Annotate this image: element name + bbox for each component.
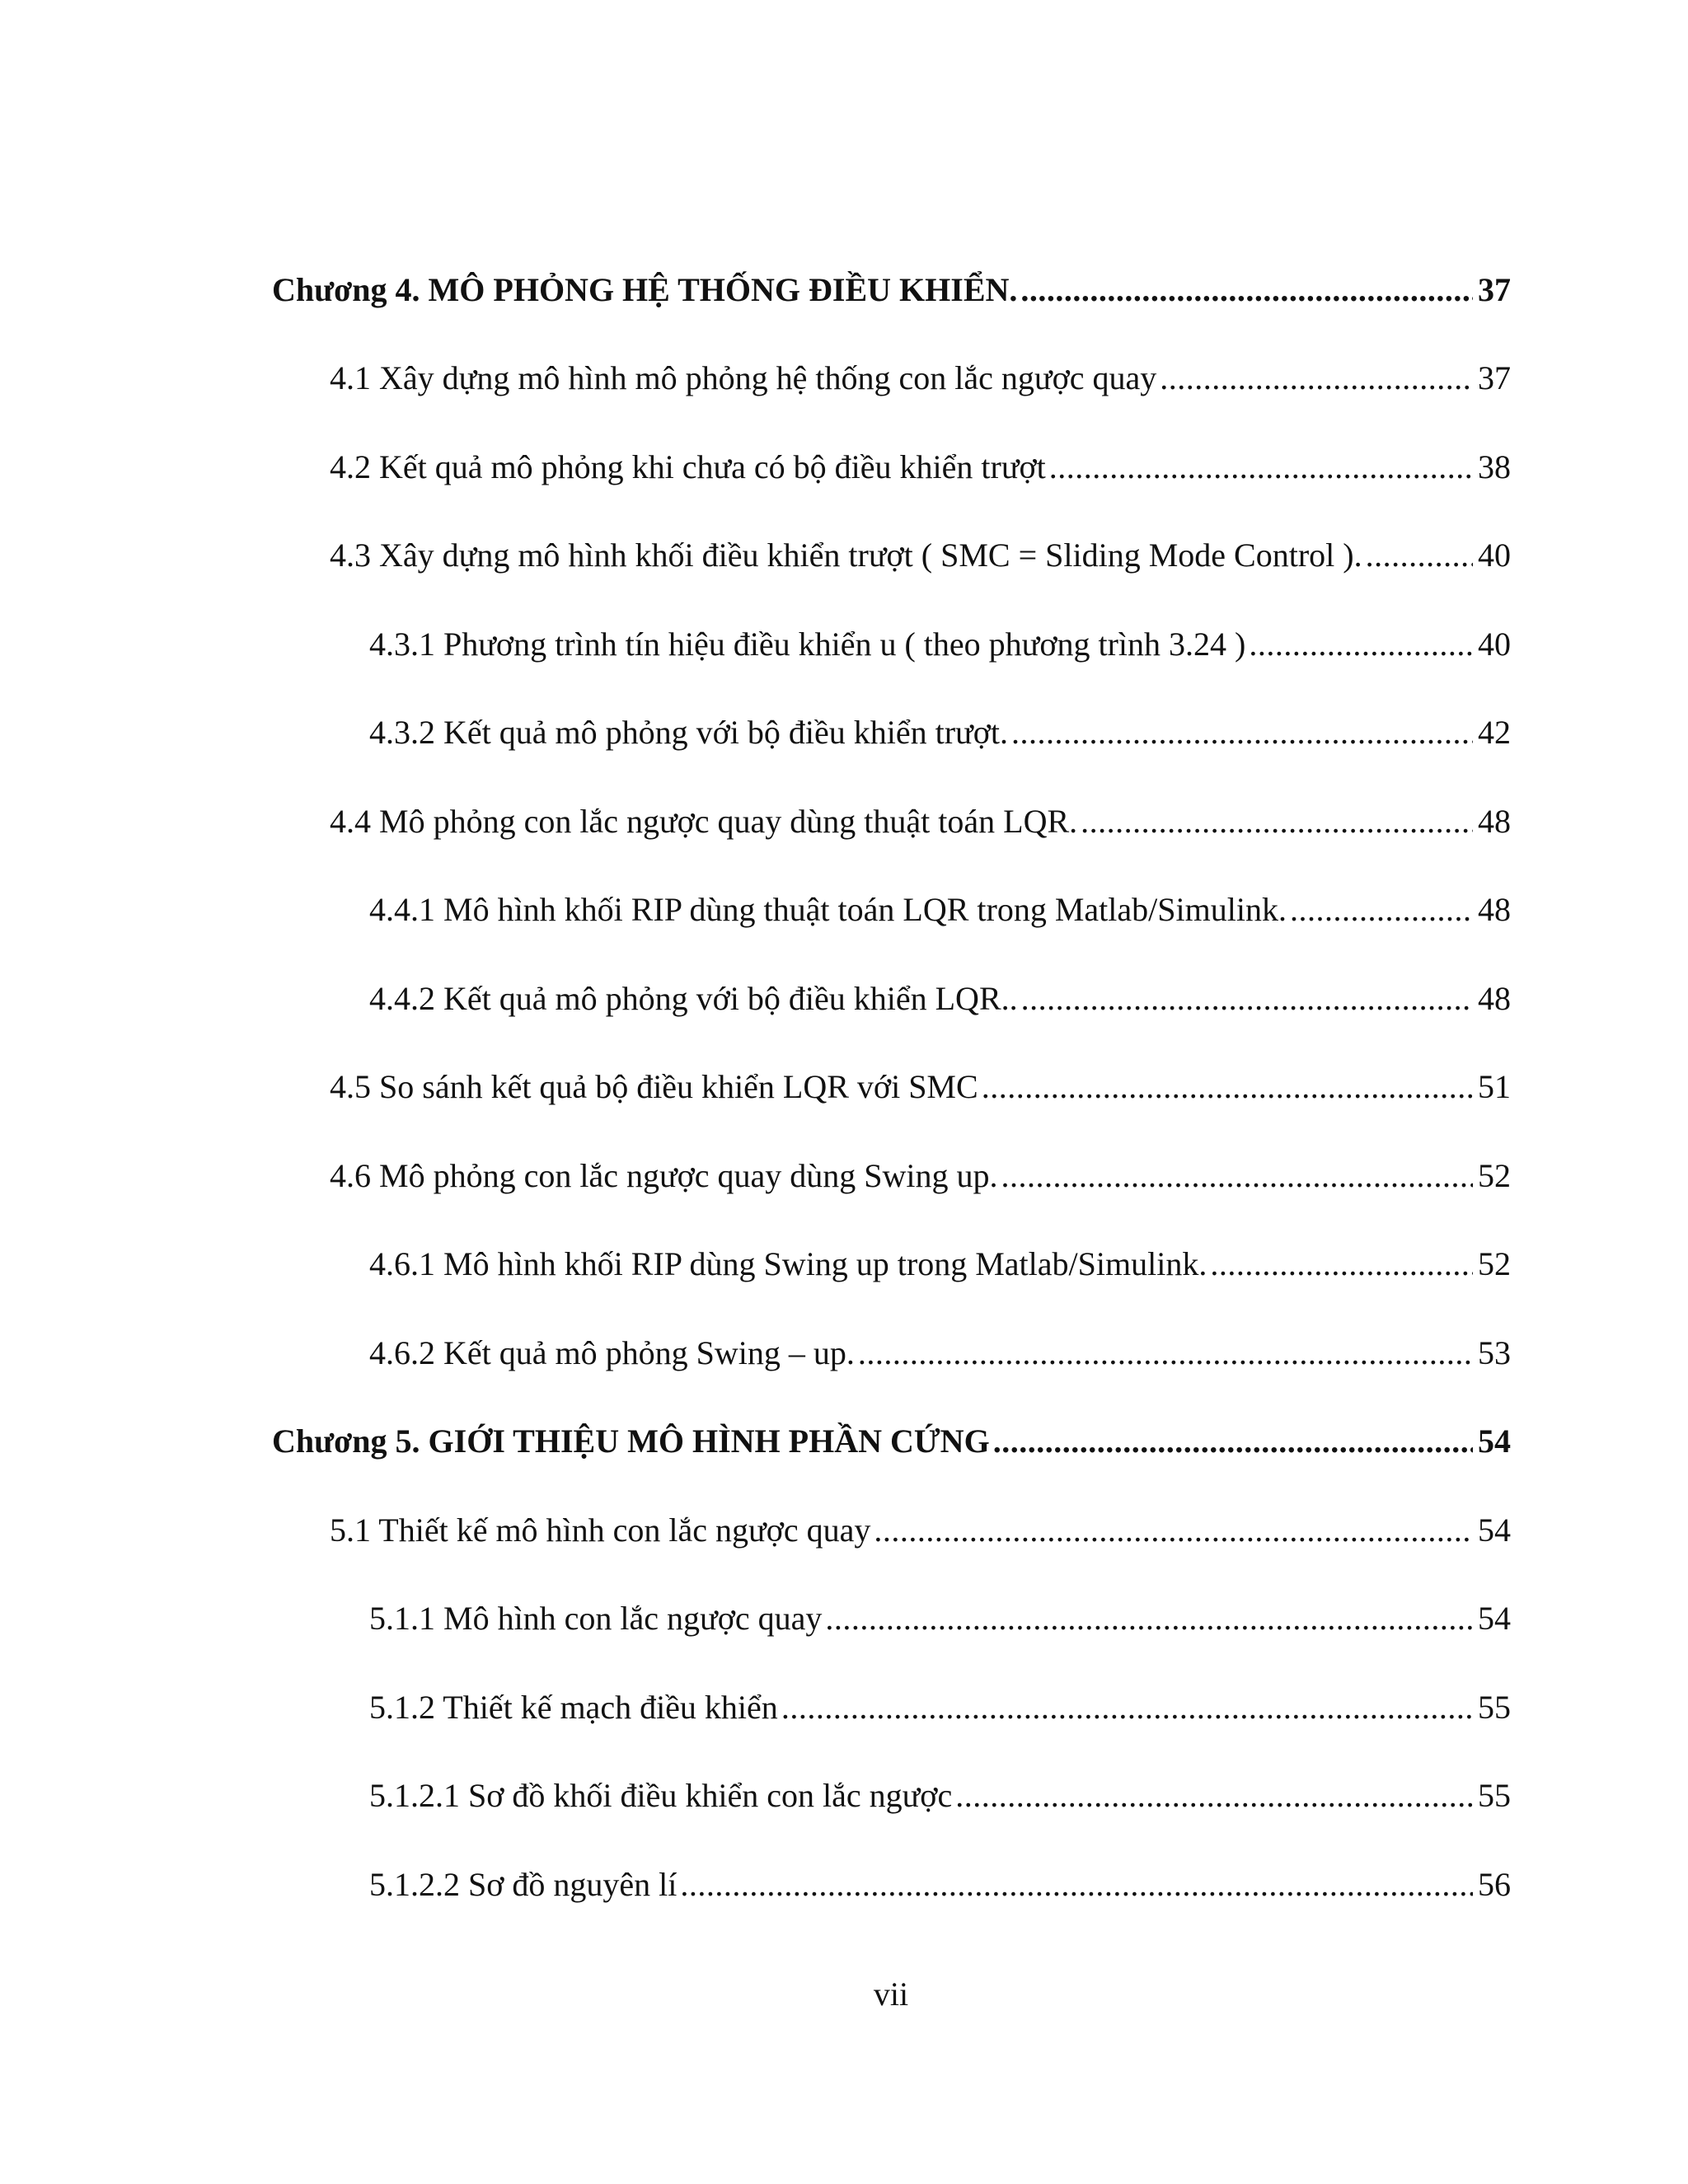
- toc-dot-leader: [858, 1333, 1473, 1373]
- toc-dot-leader: [1081, 802, 1473, 841]
- toc-dot-leader: [1049, 448, 1473, 487]
- toc-entry-page: 52: [1478, 1157, 1511, 1194]
- toc-entry-5-1-2-2[interactable]: [369, 1865, 1511, 1905]
- toc-entry-title: 4.1 Xây dựng mô hình mô phỏng hệ thống con lắc ngược quay: [330, 359, 1157, 396]
- toc-entry-page: 54: [1478, 1511, 1511, 1549]
- toc-entry-4-1[interactable]: [330, 359, 1511, 398]
- toc-entry-page: 52: [1478, 1245, 1511, 1282]
- toc-entry-page: 51: [1478, 1068, 1511, 1105]
- toc-dot-leader: [955, 1776, 1473, 1816]
- toc-entry-5-1[interactable]: [330, 1511, 1511, 1550]
- toc-entry-page: 48: [1478, 803, 1511, 840]
- toc-entry-page: 40: [1478, 537, 1511, 574]
- toc-entry-4-6-2[interactable]: [369, 1333, 1511, 1373]
- toc-entry-4-2[interactable]: [330, 448, 1511, 487]
- toc-dot-leader: [1020, 270, 1473, 310]
- toc-entry-title: 4.6 Mô phỏng con lắc ngược quay dùng Swing up.: [330, 1157, 998, 1194]
- toc-entry-title: 4.3 Xây dựng mô hình khối điều khiển trượt ( SMC = Sliding Mode Control ).: [330, 537, 1362, 574]
- toc-entry-4-4[interactable]: [330, 802, 1511, 841]
- toc-entry-page: 55: [1478, 1689, 1511, 1726]
- toc-entry-4-5[interactable]: [330, 1067, 1511, 1107]
- toc-dot-leader: [1160, 359, 1473, 398]
- toc-dot-leader: [1021, 979, 1473, 1019]
- toc-entry-chapter-5[interactable]: [272, 1422, 1511, 1461]
- toc-entry-title: 4.4 Mô phỏng con lắc ngược quay dùng thuật toán LQR.: [330, 803, 1078, 840]
- toc-dot-leader: [1001, 1156, 1473, 1196]
- toc-entry-5-1-2[interactable]: [369, 1688, 1511, 1727]
- toc-dot-leader: [680, 1865, 1473, 1905]
- toc-entry-5-1-2-1[interactable]: [369, 1776, 1511, 1816]
- toc-entry-chapter-4[interactable]: [272, 270, 1511, 310]
- toc-entry-page: 37: [1478, 271, 1511, 308]
- toc-entry-4-3-2[interactable]: [369, 713, 1511, 752]
- toc-entry-title: 4.2 Kết quả mô phỏng khi chưa có bộ điều khiển trượt: [330, 448, 1046, 485]
- toc-entry-page: 56: [1478, 1866, 1511, 1903]
- toc-dot-leader: [1366, 536, 1473, 575]
- toc-entry-title: 4.6.2 Kết quả mô phỏng Swing – up.: [369, 1334, 855, 1371]
- toc-dot-leader: [1011, 713, 1473, 752]
- toc-entry-page: 38: [1478, 448, 1511, 485]
- toc-dot-leader: [1290, 890, 1473, 930]
- toc-dot-leader: [781, 1688, 1473, 1727]
- toc-entry-5-1-1[interactable]: [369, 1599, 1511, 1638]
- toc-entry-title: 5.1.2.2 Sơ đồ nguyên lí: [369, 1866, 678, 1903]
- toc-entry-title: 4.3.1 Phương trình tín hiệu điều khiển u ( theo phương trình 3.24 ): [369, 626, 1246, 663]
- toc-entry-title: 4.4.2 Kết quả mô phỏng với bộ điều khiển LQR..: [369, 980, 1018, 1017]
- toc-entry-4-3[interactable]: [330, 536, 1511, 575]
- toc-entry-page: 37: [1478, 359, 1511, 396]
- toc-entry-page: 53: [1478, 1334, 1511, 1371]
- toc-entry-4-4-1[interactable]: [369, 890, 1511, 930]
- toc-dot-leader: [993, 1422, 1473, 1461]
- toc-entry-page: 40: [1478, 626, 1511, 663]
- toc-entry-title: 5.1.2 Thiết kế mạch điều khiển: [369, 1689, 778, 1726]
- toc-entry-title: 4.6.1 Mô hình khối RIP dùng Swing up trong Matlab/Simulink.: [369, 1245, 1207, 1282]
- toc-entry-4-6[interactable]: [330, 1156, 1511, 1196]
- toc-entry-title: 4.5 So sánh kết quả bộ điều khiển LQR với SMC: [330, 1068, 978, 1105]
- toc-entry-page: 48: [1478, 980, 1511, 1017]
- toc-entry-title: 5.1 Thiết kế mô hình con lắc ngược quay: [330, 1511, 871, 1549]
- toc-dot-leader: [1210, 1244, 1473, 1284]
- toc-entry-title: 5.1.1 Mô hình con lắc ngược quay: [369, 1600, 823, 1637]
- toc-entry-title: 4.4.1 Mô hình khối RIP dùng thuật toán LQR trong Matlab/Simulink.: [369, 891, 1287, 928]
- toc-dot-leader: [1249, 625, 1473, 664]
- toc-entry-page: 54: [1478, 1422, 1511, 1460]
- toc-entry-4-3-1[interactable]: [369, 625, 1511, 664]
- toc-entry-page: 55: [1478, 1777, 1511, 1814]
- toc-entry-title: Chương 4. MÔ PHỎNG HỆ THỐNG ĐIỀU KHIỂN.: [272, 271, 1018, 308]
- toc-entry-page: 42: [1478, 714, 1511, 751]
- page-number: vii: [873, 1975, 909, 2013]
- toc-entry-title: 4.3.2 Kết quả mô phỏng với bộ điều khiển trượt.: [369, 714, 1008, 751]
- toc-dot-leader: [825, 1599, 1473, 1638]
- toc-entry-4-6-1[interactable]: [369, 1244, 1511, 1284]
- toc-entry-title: Chương 5. GIỚI THIỆU MÔ HÌNH PHẦN CỨNG: [272, 1422, 990, 1460]
- toc-entry-4-4-2[interactable]: [369, 979, 1511, 1019]
- toc-dot-leader: [982, 1067, 1473, 1107]
- toc-entry-page: 54: [1478, 1600, 1511, 1637]
- toc-dot-leader: [874, 1511, 1473, 1550]
- toc-entry-page: 48: [1478, 891, 1511, 928]
- toc-entry-title: 5.1.2.1 Sơ đồ khối điều khiển con lắc ngược: [369, 1777, 953, 1814]
